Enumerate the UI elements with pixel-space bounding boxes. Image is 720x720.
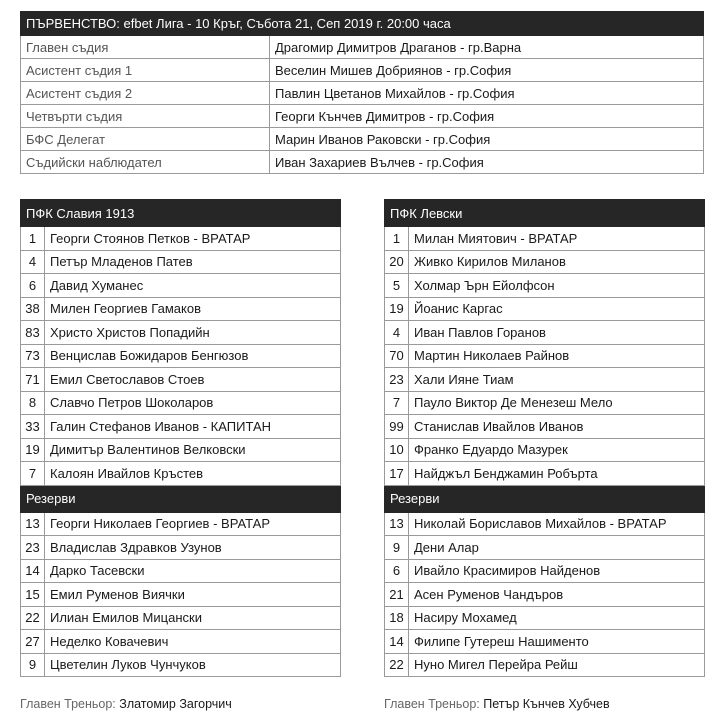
player-name: Славчо Петров Шоколаров	[45, 391, 341, 415]
home-coach	[20, 697, 232, 711]
player-name: Ивайло Красимиров Найденов	[409, 559, 705, 583]
player-number: 23	[21, 536, 45, 560]
player-name: Николай Бориславов Михайлов - ВРАТАР	[409, 512, 705, 536]
player-row	[21, 391, 341, 415]
player-name: Венцислав Божидаров Бенгюзов	[45, 344, 341, 368]
player-name: Филипе Гутереш Нашименто	[409, 630, 705, 654]
player-row	[21, 630, 341, 654]
player-number: 22	[21, 606, 45, 630]
player-number: 27	[21, 630, 45, 654]
player-row	[21, 274, 341, 298]
player-number: 6	[385, 559, 409, 583]
player-number: 15	[21, 583, 45, 607]
player-row	[21, 462, 341, 486]
player-name: Хали Ияне Тиам	[409, 368, 705, 392]
player-name: Емил Светославов Стоев	[45, 368, 341, 392]
player-row	[21, 297, 341, 321]
home-lineup-table	[20, 199, 341, 677]
player-name: Неделко Ковачевич	[45, 630, 341, 654]
player-row	[385, 415, 705, 439]
away-lineup-table	[384, 199, 705, 677]
home-reserves	[21, 512, 341, 677]
player-name: Милан Миятович - ВРАТАР	[409, 227, 705, 251]
player-number: 23	[385, 368, 409, 392]
official-name: Иван Захариев Вълчев - гр.София	[270, 151, 704, 174]
player-name: Христо Христов Попадийн	[45, 321, 341, 345]
player-row	[385, 391, 705, 415]
player-row	[21, 536, 341, 560]
player-row	[385, 368, 705, 392]
player-name: Георги Стоянов Петков - ВРАТАР	[45, 227, 341, 251]
player-name: Давид Хуманес	[45, 274, 341, 298]
official-name: Марин Иванов Раковски - гр.София	[270, 128, 704, 151]
official-name: Павлин Цветанов Михайлов - гр.София	[270, 82, 704, 105]
home-coach-label: Главен Треньор:	[20, 697, 116, 711]
away-coach-name: Петър Кънчев Хубчев	[483, 697, 610, 711]
official-row	[21, 59, 704, 82]
player-number: 13	[21, 512, 45, 536]
player-name: Иван Павлов Горанов	[409, 321, 705, 345]
player-row	[385, 321, 705, 345]
official-row	[21, 151, 704, 174]
player-row	[21, 606, 341, 630]
player-number: 17	[385, 462, 409, 486]
player-row	[21, 368, 341, 392]
player-row	[21, 415, 341, 439]
player-number: 19	[385, 297, 409, 321]
player-name: Димитър Валентинов Велковски	[45, 438, 341, 462]
away-reserves-header: Резерви	[385, 485, 705, 512]
player-number: 19	[21, 438, 45, 462]
player-row	[385, 583, 705, 607]
player-number: 13	[385, 512, 409, 536]
player-number: 7	[385, 391, 409, 415]
player-number: 10	[385, 438, 409, 462]
match-header-row	[21, 12, 704, 36]
home-team-name: ПФК Славия 1913	[21, 200, 341, 227]
player-row	[385, 630, 705, 654]
player-row	[385, 653, 705, 677]
player-row	[385, 606, 705, 630]
official-role: Съдийски наблюдател	[21, 151, 270, 174]
player-row	[21, 438, 341, 462]
player-name: Емил Руменов Виячки	[45, 583, 341, 607]
player-row	[385, 559, 705, 583]
player-number: 6	[21, 274, 45, 298]
official-row	[21, 128, 704, 151]
player-number: 18	[385, 606, 409, 630]
official-role: Асистент съдия 1	[21, 59, 270, 82]
player-row	[385, 512, 705, 536]
player-number: 1	[385, 227, 409, 251]
official-row	[21, 36, 704, 59]
official-name: Драгомир Димитров Драганов - гр.Варна	[270, 36, 704, 59]
player-number: 14	[21, 559, 45, 583]
player-name: Холмар Ърн Ейолфсон	[409, 274, 705, 298]
player-name: Йоанис Каргас	[409, 297, 705, 321]
player-name: Галин Стефанов Иванов - КАПИТАН	[45, 415, 341, 439]
player-number: 5	[385, 274, 409, 298]
player-number: 71	[21, 368, 45, 392]
player-name: Дени Алар	[409, 536, 705, 560]
player-row	[385, 227, 705, 251]
player-row	[385, 438, 705, 462]
player-name: Георги Николаев Георгиев - ВРАТАР	[45, 512, 341, 536]
player-row	[21, 559, 341, 583]
player-row	[21, 653, 341, 677]
player-number: 9	[21, 653, 45, 677]
player-number: 70	[385, 344, 409, 368]
player-number: 73	[21, 344, 45, 368]
player-row	[21, 583, 341, 607]
player-name: Мартин Николаев Райнов	[409, 344, 705, 368]
player-name: Найджъл Бенджамин Робърта	[409, 462, 705, 486]
player-name: Калоян Ивайлов Кръстев	[45, 462, 341, 486]
player-number: 38	[21, 297, 45, 321]
player-number: 33	[21, 415, 45, 439]
player-row	[385, 297, 705, 321]
player-name: Илиан Емилов Мицански	[45, 606, 341, 630]
player-number: 14	[385, 630, 409, 654]
player-number: 7	[21, 462, 45, 486]
official-role: Четвърти съдия	[21, 105, 270, 128]
player-number: 4	[21, 250, 45, 274]
player-name: Нуно Мигел Перейра Рейш	[409, 653, 705, 677]
player-row	[21, 321, 341, 345]
player-number: 22	[385, 653, 409, 677]
player-name: Владислав Здравков Узунов	[45, 536, 341, 560]
player-name: Дарко Тасевски	[45, 559, 341, 583]
player-number: 4	[385, 321, 409, 345]
player-row	[385, 536, 705, 560]
official-role: Асистент съдия 2	[21, 82, 270, 105]
official-row	[21, 105, 704, 128]
away-reserves	[385, 512, 705, 677]
official-row	[21, 82, 704, 105]
player-name: Насиру Мохамед	[409, 606, 705, 630]
player-row	[385, 274, 705, 298]
match-header: ПЪРВЕНСТВО: efbet Лига - 10 Кръг, Събота 21, Сеп 2019 г. 20:00 часа	[21, 12, 704, 36]
player-name: Милен Георгиев Гамаков	[45, 297, 341, 321]
official-role: Главен съдия	[21, 36, 270, 59]
away-coach	[384, 697, 610, 711]
home-reserves-header: Резерви	[21, 485, 341, 512]
player-row	[385, 462, 705, 486]
player-row	[385, 344, 705, 368]
player-number: 9	[385, 536, 409, 560]
player-number: 1	[21, 227, 45, 251]
away-coach-label: Главен Треньор:	[384, 697, 480, 711]
player-row	[21, 250, 341, 274]
officials-table	[20, 11, 704, 174]
player-number: 21	[385, 583, 409, 607]
player-row	[21, 344, 341, 368]
player-number: 83	[21, 321, 45, 345]
player-number: 20	[385, 250, 409, 274]
away-team-name: ПФК Левски	[385, 200, 705, 227]
player-row	[21, 227, 341, 251]
player-name: Живко Кирилов Миланов	[409, 250, 705, 274]
official-name: Георги Кънчев Димитров - гр.София	[270, 105, 704, 128]
player-name: Пауло Виктор Де Менезеш Мело	[409, 391, 705, 415]
home-coach-name: Златомир Загорчич	[119, 697, 232, 711]
home-starters	[21, 227, 341, 486]
official-name: Веселин Мишев Добриянов - гр.София	[270, 59, 704, 82]
player-name: Цветелин Луков Чунчуков	[45, 653, 341, 677]
player-name: Франко Едуардо Мазурек	[409, 438, 705, 462]
player-number: 99	[385, 415, 409, 439]
away-starters	[385, 227, 705, 486]
player-row	[385, 250, 705, 274]
player-name: Асен Руменов Чандъров	[409, 583, 705, 607]
player-row	[21, 512, 341, 536]
official-role: БФС Делегат	[21, 128, 270, 151]
player-name: Станислав Ивайлов Иванов	[409, 415, 705, 439]
player-number: 8	[21, 391, 45, 415]
player-name: Петър Младенов Патев	[45, 250, 341, 274]
